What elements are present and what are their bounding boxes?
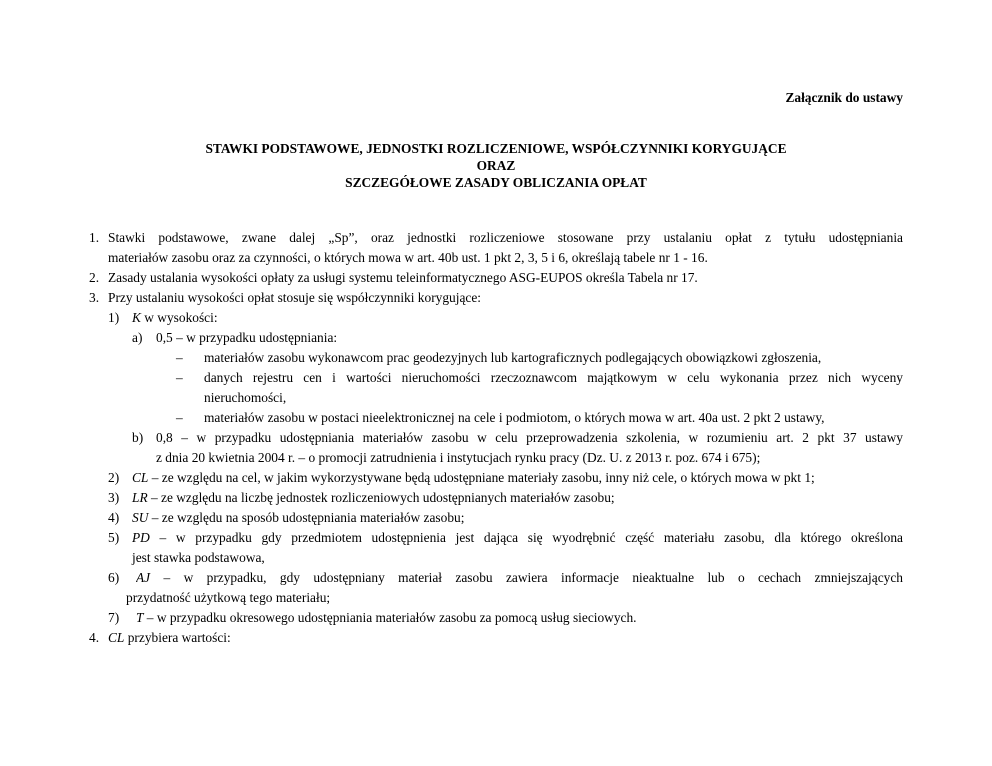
symbol-t: T [136, 610, 144, 625]
subpoint-a [0, 328, 992, 348]
dash-item-2 [0, 368, 992, 388]
item-3-number: 3. [89, 290, 100, 305]
dash-2: – [176, 370, 183, 385]
item-2-text: Zasady ustalania wysokości opłaty za usługi systemu teleinformatycznego ASG-EUPOS określa Tabela nr 17. [108, 270, 698, 285]
dash-item-2-line-1: danych rejestru cen i wartości nieruchomości rzeczoznawcom majątkowym w celu wykonania przez nich wyceny [204, 370, 903, 385]
subpoint-b-line-2: z dnia 20 kwietnia 2004 r. – o promocji zatrudnienia i instytucjach rynku pracy (Dz. U. z 2013 r. poz. 674 i 675); [156, 450, 761, 465]
annex-label: Załącznik do ustawy [785, 90, 903, 105]
point-6-number: 6) [108, 570, 120, 585]
subpoint-a-letter: a) [132, 330, 143, 345]
point-2-number: 2) [108, 470, 120, 485]
point-7-text: – w przypadku okresowego udostępniania materiałów zasobu za pomocą usług sieciowych. [143, 610, 637, 625]
item-1-line-1: Stawki podstawowe, zwane dalej „Sp”, oraz jednostki rozliczeniowe stosowane przy ustalaniu opłat z tytułu udostępniania [108, 230, 903, 245]
point-6 [0, 568, 992, 588]
point-5-line-2: jest stawka podstawowa, [132, 550, 265, 565]
item-1 [0, 228, 992, 248]
dash-1: – [176, 350, 183, 365]
symbol-k: K [132, 310, 141, 325]
point-7-number: 7) [108, 610, 120, 625]
title-line-2: ORAZ [476, 158, 516, 173]
symbol-cl-item-4: CL [108, 630, 125, 645]
item-3-text: Przy ustalaniu wysokości opłat stosuje się współczynniki korygujące: [108, 290, 482, 305]
item-4 [0, 628, 992, 648]
symbol-aj: AJ [136, 570, 151, 585]
point-4 [0, 508, 992, 528]
point-1-text: w wysokości: [140, 310, 218, 325]
dash-item-3-text: materiałów zasobu w postaci nieelektronicznej na cele i podmiotom, o których mowa w art. 40a ust. 2 pkt 2 ustawy, [204, 410, 825, 425]
point-1 [0, 308, 992, 328]
point-1-number: 1) [108, 310, 120, 325]
dash-3: – [176, 410, 183, 425]
dash-item-3 [0, 408, 992, 428]
subpoint-b-letter: b) [132, 430, 144, 445]
document-title [0, 140, 992, 191]
item-4-number: 4. [89, 630, 100, 645]
symbol-su: SU [132, 510, 149, 525]
point-5-line-1: – w przypadku gdy przedmiotem udostępnienia jest dająca się wyodrębnić część materiału zasobu, dla którego określona [149, 530, 903, 545]
subpoint-b [0, 428, 992, 448]
point-5 [0, 528, 992, 548]
dash-item-2-line-2: nieruchomości, [204, 390, 287, 405]
point-2 [0, 468, 992, 488]
point-4-text: – ze względu na sposób udostępniania materiałów zasobu; [148, 510, 465, 525]
item-2-number: 2. [89, 270, 100, 285]
item-4-text: przybiera wartości: [124, 630, 231, 645]
dash-item-1-text: materiałów zasobu wykonawcom prac geodezyjnych lub kartograficznych podlegających obowiązkowi zgłoszenia, [204, 350, 822, 365]
symbol-cl: CL [132, 470, 149, 485]
dash-item-1 [0, 348, 992, 368]
point-2-text: – ze względu na cel, w jakim wykorzystywane będą udostępniane materiały zasobu, inny niż cele, o których mowa w pkt 1; [148, 470, 815, 485]
point-3 [0, 488, 992, 508]
title-line-3: SZCZEGÓŁOWE ZASADY OBLICZANIA OPŁAT [345, 175, 647, 190]
point-6-line-1: – w przypadku, gdy udostępniany materiał zasobu zawiera informacje nieaktualne lub o cechach zmniejszających [150, 570, 903, 585]
item-1-line-2: materiałów zasobu oraz za czynności, o których mowa w art. 40b ust. 1 pkt 2, 3, 5 i 6, określają tabele nr 1 - 16. [108, 250, 708, 265]
point-7 [0, 608, 992, 628]
subpoint-a-text: 0,5 – w przypadku udostępniania: [156, 330, 338, 345]
point-5-number: 5) [108, 530, 120, 545]
item-2 [0, 268, 992, 288]
point-6-line-2: przydatność użytkową tego materiału; [126, 590, 331, 605]
document-body [0, 228, 992, 648]
point-3-text: – ze względu na liczbę jednostek rozliczeniowych udostępnianych materiałów zasobu; [147, 490, 615, 505]
item-1-number: 1. [89, 230, 100, 245]
point-4-number: 4) [108, 510, 120, 525]
item-3 [0, 288, 992, 308]
subpoint-b-line-1: 0,8 – w przypadku udostępniania materiałów zasobu w celu przeprowadzenia szkolenia, w rozumieniu art. 2 pkt 37 ustawy [156, 430, 903, 445]
point-3-number: 3) [108, 490, 120, 505]
title-line-1: STAWKI PODSTAWOWE, JEDNOSTKI ROZLICZENIOWE, WSPÓŁCZYNNIKI KORYGUJĄCE [205, 141, 787, 156]
symbol-lr: LR [132, 490, 148, 505]
symbol-pd: PD [132, 530, 150, 545]
